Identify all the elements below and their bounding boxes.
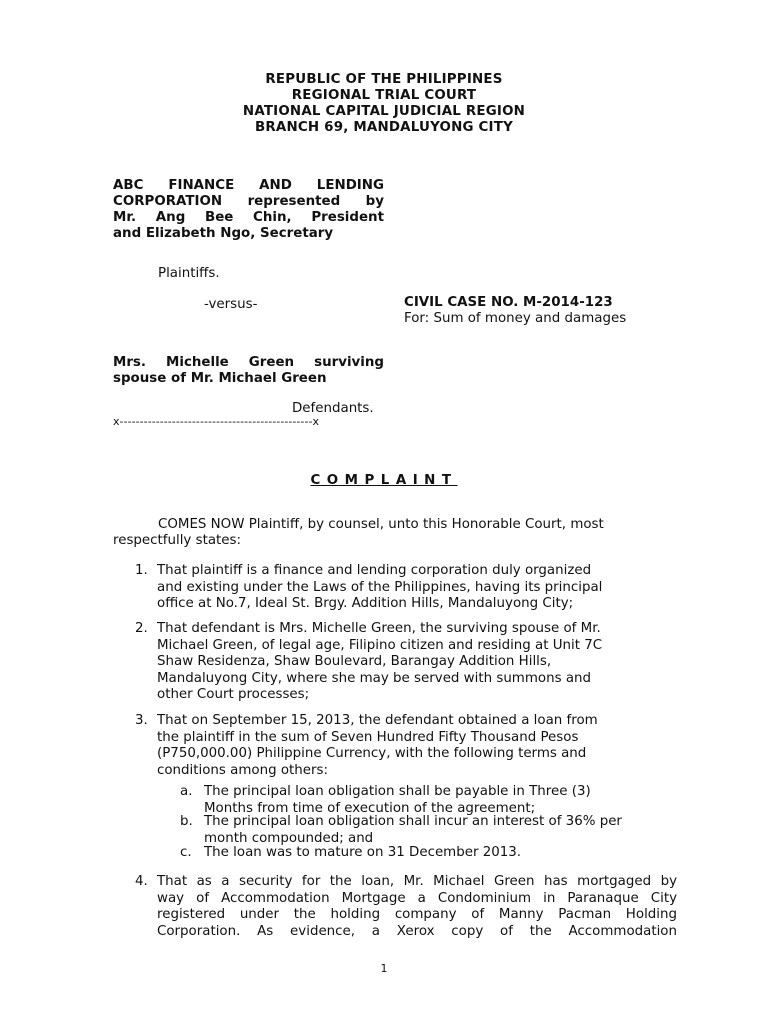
paragraph-3-line: That on September 15, 2013, the defendant obtained a loan from: [157, 713, 598, 728]
paragraph-2-line: That defendant is Mrs. Michelle Green, the surviving spouse of Mr.: [157, 621, 601, 636]
paragraph-2: [157, 621, 602, 704]
paragraph-1-line: That plaintiff is a finance and lending corporation duly organized: [157, 563, 592, 578]
intro-line-1: COMES NOW Plaintiff, by counsel, unto this Honorable Court, most: [158, 517, 604, 532]
defendant-line-2: spouse of Mr. Michael Green: [113, 371, 327, 386]
plaintiff-line-2: CORPORATION represented by: [113, 194, 384, 209]
paragraph-1-line: and existing under the Laws of the Philippines, having its principal: [157, 579, 603, 595]
caption-separator: x------------------------------------------------x: [113, 415, 320, 428]
subitem-a: [204, 784, 591, 817]
case-number: CIVIL CASE NO. M-2014-123: [404, 295, 613, 310]
page-number: 1: [380, 962, 388, 975]
plaintiff-role: Plaintiffs.: [158, 266, 220, 281]
paragraph-4-number: 4.: [135, 874, 148, 889]
paragraph-1: [157, 563, 602, 613]
paragraph-3-line: the plaintiff in the sum of Seven Hundred Fifty Thousand Pesos: [157, 729, 579, 745]
paragraph-1-number: 1.: [135, 563, 148, 578]
paragraph-2-number: 2.: [135, 621, 148, 636]
intro-line-2: respectfully states:: [113, 533, 242, 548]
header-court: REGIONAL TRIAL COURT: [291, 88, 477, 103]
subitem-c-letter: c.: [180, 845, 192, 860]
header-branch: BRANCH 69, MANDALUYONG CITY: [255, 120, 513, 135]
paragraph-1-line: office at No.7, Ideal St. Brgy. Addition Hills, Mandaluyong City;: [157, 596, 574, 611]
subitem-b-line: The principal loan obligation shall incur an interest of 36% per: [204, 814, 622, 829]
paragraph-4: [157, 874, 677, 940]
paragraph-3: [157, 713, 598, 779]
subitem-a-line: Months from time of execution of the agreement;: [204, 800, 536, 816]
subitem-a-line: The principal loan obligation shall be payable in Three (3): [204, 784, 591, 799]
subitem-b: [204, 814, 622, 847]
versus-label: -versus-: [204, 297, 258, 312]
subitem-c-line: The loan was to mature on 31 December 2013.: [204, 845, 522, 860]
subitem-b-line: month compounded; and: [204, 830, 374, 846]
paragraph-2-line: Mandaluyong City, where she may be served with summons and: [157, 670, 592, 686]
paragraph-4-line: way of Accommodation Mortgage a Condominium in Paranaque City: [157, 890, 677, 906]
paragraph-2-line: Michael Green, of legal age, Filipino citizen and residing at Unit 7C: [157, 637, 603, 653]
paragraph-4-line: registered under the holding company of Manny Pacman Holding: [157, 907, 677, 923]
paragraph-3-line: conditions among others:: [157, 762, 328, 778]
subitem-b-letter: b.: [180, 814, 193, 829]
header-republic: REPUBLIC OF THE PHILIPPINES: [265, 72, 503, 87]
paragraph-3-line: (P750,000.00) Philippine Currency, with the following terms and: [157, 746, 587, 761]
subitem-a-letter: a.: [180, 784, 193, 799]
paragraph-4-line: Corporation. As evidence, a Xerox copy of the Accommodation: [157, 923, 677, 939]
paragraph-2-line: Shaw Residenza, Shaw Boulevard, Barangay Addition Hills,: [157, 654, 552, 669]
paragraph-4-line: That as a security for the loan, Mr. Michael Green has mortgaged by: [157, 874, 677, 889]
defendant-line-1: Mrs. Michelle Green surviving: [113, 355, 384, 370]
case-for: For: Sum of money and damages: [404, 311, 627, 326]
subitem-c: [204, 845, 521, 862]
paragraph-2-line: other Court processes;: [157, 687, 310, 702]
document-title: COMPLAINT: [310, 473, 458, 488]
header-region: NATIONAL CAPITAL JUDICIAL REGION: [242, 104, 526, 119]
paragraph-3-number: 3.: [135, 713, 148, 728]
plaintiff-line-4: and Elizabeth Ngo, Secretary: [113, 226, 334, 241]
plaintiff-line-1: ABC FINANCE AND LENDING: [113, 178, 384, 193]
defendant-role: Defendants.: [292, 401, 374, 416]
plaintiff-line-3: Mr. Ang Bee Chin, President: [113, 210, 384, 225]
